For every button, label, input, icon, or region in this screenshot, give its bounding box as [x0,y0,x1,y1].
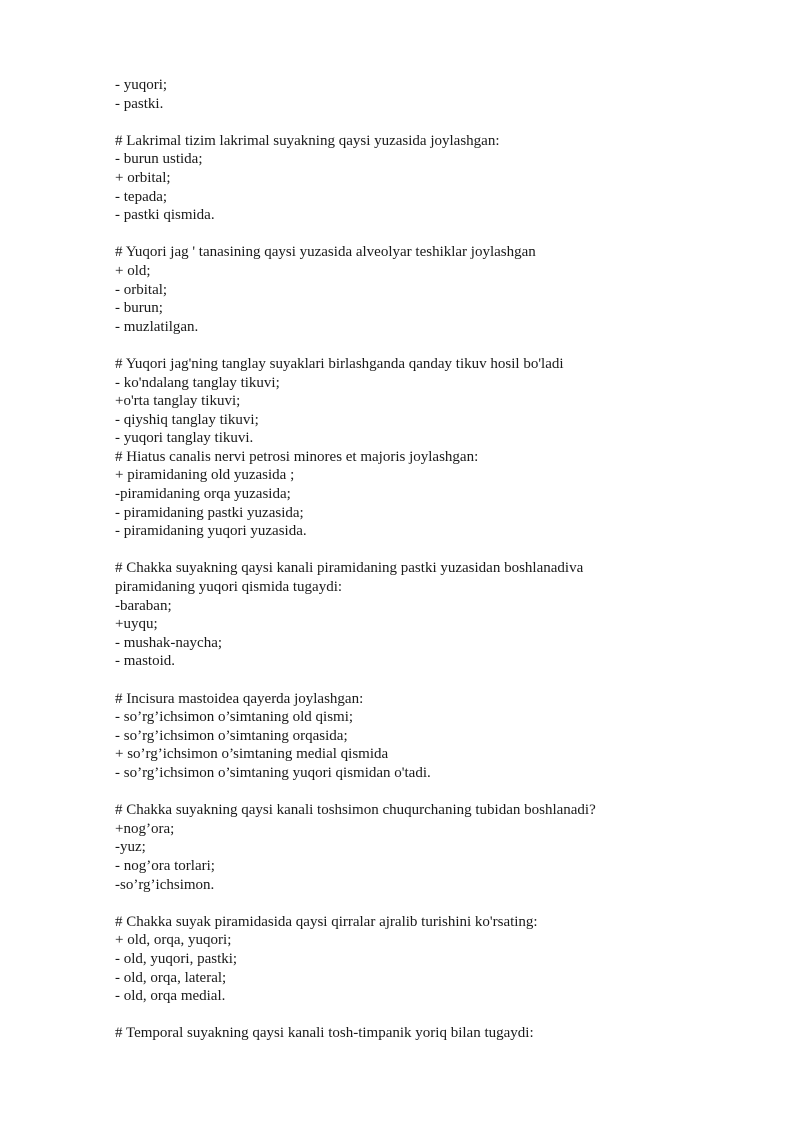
answer-line: - piramidaning yuqori yuzasida. [115,523,307,540]
answer-line: - yuqori tanglay tikuvi. [115,430,254,447]
question-line-continued: piramidaning yuqori qismida tugaydi: [115,579,343,596]
answer-line: - so’rg’ichsimon o’simtaning orqasida; [115,727,348,744]
answer-line: -piramidaning orqa yuzasida; [115,486,291,503]
answer-line: - so’rg’ichsimon o’simtaning yuqori qismidan o'tadi. [115,764,431,781]
answer-line: +uyqu; [115,616,158,633]
answer-line: - qiyshiq tanglay tikuvi; [115,411,259,428]
question-line: # Incisura mastoidea qayerda joylashgan: [115,690,364,707]
answer-line: - orbital; [115,281,168,298]
question-line: # Hiatus canalis nervi petrosi minores et majoris joylashgan: [115,448,479,465]
answer-line: -yuz; [115,839,146,856]
answer-line: - muzlatilgan. [115,318,199,335]
answer-line: - so’rg’ichsimon o’simtaning old qismi; [115,709,354,726]
blank-line [115,541,755,560]
answer-line: - old, orqa medial. [115,988,226,1005]
question-line: # Yuqori jag'ning tanglay suyaklari birlashganda qanday tikuv hosil bo'ladi [115,355,564,372]
answer-line: - burun ustida; [115,151,203,168]
question-line: # Chakka suyakning qaysi kanali piramidaning pastki yuzasidan boshlanadiva [115,560,584,577]
answer-line: - piramidaning pastki yuzasida; [115,504,304,521]
answer-line: + orbital; [115,169,171,186]
answer-line: +o'rta tanglay tikuvi; [115,393,241,410]
blank-line [115,225,755,244]
answer-line: + so’rg’ichsimon o’simtaning medial qismida [115,746,389,763]
answer-line: - tepada; [115,188,168,205]
answer-line: + old, orqa, yuqori; [115,932,232,949]
blank-line [115,783,755,802]
answer-line: +nog’ora; [115,820,175,837]
text-line: - pastki. [115,95,164,112]
answer-line: -so’rg’ichsimon. [115,876,215,893]
answer-line: - old, yuqori, pastki; [115,950,238,967]
answer-line: + old; [115,262,151,279]
blank-line [115,336,755,355]
blank-line [115,1006,755,1025]
blank-line [115,894,755,913]
answer-line: - pastki qismida. [115,207,215,224]
answer-line: - nog’ora torlari; [115,857,215,874]
text-line: - yuqori; [115,77,168,93]
answer-line: - old, orqa, lateral; [115,969,227,986]
answer-line: - ko'ndalang tanglay tikuvi; [115,374,280,391]
question-line: # Temporal suyakning qaysi kanali tosh-timpanik yoriq bilan tugaydi: [115,1025,534,1042]
answer-line: + piramidaning old yuzasida ; [115,467,295,484]
blank-line [115,671,755,690]
question-line: # Chakka suyakning qaysi kanali toshsimon chuqurchaning tubidan boshlanadi? [115,802,596,819]
question-line: # Chakka suyak piramidasida qaysi qirralar ajralib turishini ko'rsating: [115,913,538,930]
document-page [115,76,755,1043]
answer-line: - mastoid. [115,653,175,670]
blank-line [115,113,755,132]
answer-line: - mushak-naycha; [115,634,223,651]
answer-line: -baraban; [115,597,172,614]
question-line: # Yuqori jag ' tanasining qaysi yuzasida alveolyar teshiklar joylashgan [115,244,536,261]
answer-line: - burun; [115,300,163,317]
question-line: # Lakrimal tizim lakrimal suyakning qaysi yuzasida joylashgan: [115,132,500,149]
